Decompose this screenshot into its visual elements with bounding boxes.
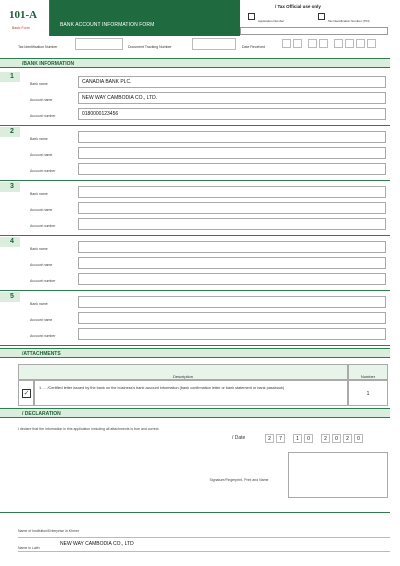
bank-name-input[interactable]: CANADIA BANK PLC. (78, 76, 386, 88)
date-received-cell[interactable] (356, 39, 365, 48)
attachments-title: /ATTACHMENTS (22, 351, 61, 357)
account-name-label: Account name (30, 98, 53, 102)
date-received-cell[interactable] (319, 39, 328, 48)
name-km-line (18, 537, 390, 538)
tax-official-label: / Tax Official use only (275, 4, 321, 9)
account-number-label: Account number (30, 334, 56, 338)
tax-official-input[interactable] (240, 27, 388, 35)
declaration-date-digit[interactable]: 0 (304, 434, 313, 443)
bank-block-4 (0, 237, 390, 291)
doc-tracking-label: Document Tracking Number (128, 45, 172, 49)
account-name-input[interactable] (78, 202, 386, 214)
name-km-label: Name of Institution/Enterprise in Khmer (18, 529, 80, 533)
declaration-text: I declare that the information in this application including all attachments is true and correct. (18, 427, 160, 431)
doc-tracking-input[interactable] (192, 38, 236, 50)
attachments-col-number: Number (348, 364, 388, 380)
date-received-label: Date Received (242, 45, 265, 49)
account-number-label: Account number (30, 224, 56, 228)
declaration-date-digit[interactable]: 1 (293, 434, 302, 443)
attachment-number-cell (348, 380, 388, 406)
declaration-date-digit[interactable]: 7 (276, 434, 285, 443)
tin-field-input[interactable] (75, 38, 123, 50)
bank-section-header (0, 58, 390, 68)
application-number-label: Application Number (258, 19, 285, 23)
bank-block-number: 1 (0, 72, 20, 82)
date-received-cell[interactable] (282, 39, 291, 48)
signature-label: Signature/Fingerprint, Print and Name (209, 478, 269, 482)
bank-block-1 (0, 72, 390, 126)
bank-name-input[interactable] (78, 296, 386, 308)
bank-block-number: 5 (0, 292, 20, 302)
account-number-label: Account number (30, 114, 56, 118)
form-title-en: BANK ACCOUNT INFORMATION FORM (60, 22, 155, 28)
declaration-date-digit[interactable]: 2 (343, 434, 352, 443)
name-en-label: Name in Latin (18, 546, 40, 550)
account-name-label: Account name (30, 318, 53, 322)
account-name-label: Account name (30, 208, 53, 212)
attachment-description-cell (34, 380, 348, 406)
declaration-date-digit[interactable]: 2 (321, 434, 330, 443)
date-received-cell[interactable] (367, 39, 376, 48)
bank-name-label: Bank name (30, 82, 48, 86)
tin-checkbox[interactable] (318, 13, 325, 20)
declaration-date-digit[interactable]: 0 (354, 434, 363, 443)
date-received-cell[interactable] (293, 39, 302, 48)
declaration-date-digit[interactable]: 0 (332, 434, 341, 443)
account-number-input[interactable]: 0180000123456 (78, 108, 386, 120)
bank-name-label: Bank name (30, 137, 48, 141)
bank-block-number: 4 (0, 237, 20, 247)
declaration-title: / DECLARATION (22, 411, 61, 417)
bank-name-input[interactable] (78, 241, 386, 253)
account-name-input[interactable] (78, 147, 386, 159)
application-number-checkbox[interactable] (248, 13, 255, 20)
footer-divider (0, 512, 390, 513)
date-received-cell[interactable] (345, 39, 354, 48)
attachments-col-desc: Description (18, 364, 348, 380)
attachment-check-cell (18, 380, 34, 406)
declaration-date-label: / Date (232, 435, 246, 441)
account-number-label: Account number (30, 279, 56, 283)
account-name-input[interactable] (78, 312, 386, 324)
account-name-label: Account name (30, 153, 53, 157)
tin-field-label: Tax Identification Number (18, 45, 58, 49)
account-number-input[interactable] (78, 218, 386, 230)
bank-name-input[interactable] (78, 131, 386, 143)
bank-section-title: /BANK INFORMATION (22, 61, 75, 67)
declaration-date-digit[interactable]: 2 (265, 434, 274, 443)
bank-name-label: Bank name (30, 302, 48, 306)
bank-block-3 (0, 182, 390, 236)
account-number-input[interactable] (78, 328, 386, 340)
attachment-checkbox[interactable]: ✓ (23, 390, 30, 397)
bank-block-2 (0, 127, 390, 181)
declaration-section-header (0, 408, 390, 418)
account-number-input[interactable] (78, 273, 386, 285)
name-en-line (18, 551, 390, 552)
account-name-input[interactable] (78, 257, 386, 269)
bank-block-5 (0, 292, 390, 346)
bank-name-label: Bank name (30, 192, 48, 196)
account-name-input[interactable]: NEW WAY CAMBODIA CO., LTD. (78, 92, 386, 104)
tin-label: Tax Identification Number (TIN) (328, 19, 370, 23)
attachment-description: 1. ... /Certified letter issued by the bank on the business's bank account information (bank confirmation letter or bank statement or bank passbook) (39, 386, 285, 390)
account-number-input[interactable] (78, 163, 386, 175)
bank-block-number: 2 (0, 127, 20, 137)
form-code-block (0, 0, 50, 36)
bank-name-input[interactable] (78, 186, 386, 198)
attachments-section-header (0, 348, 390, 358)
form-code: 101-A (9, 9, 38, 21)
date-received-cell[interactable] (334, 39, 343, 48)
bank-name-label: Bank name (30, 247, 48, 251)
form-sub: Basic Form (12, 26, 30, 30)
bank-block-number: 3 (0, 182, 20, 192)
name-en-value: NEW WAY CAMBODIA CO., LTD (60, 541, 134, 547)
account-number-label: Account number (30, 169, 56, 173)
form-title-band (50, 0, 240, 36)
date-received-cell[interactable] (308, 39, 317, 48)
account-name-label: Account name (30, 263, 53, 267)
signature-box[interactable] (288, 452, 388, 498)
attachment-number: 1 (366, 391, 370, 397)
date-received-cells[interactable] (280, 38, 388, 50)
declaration-date-cells[interactable] (265, 434, 390, 446)
